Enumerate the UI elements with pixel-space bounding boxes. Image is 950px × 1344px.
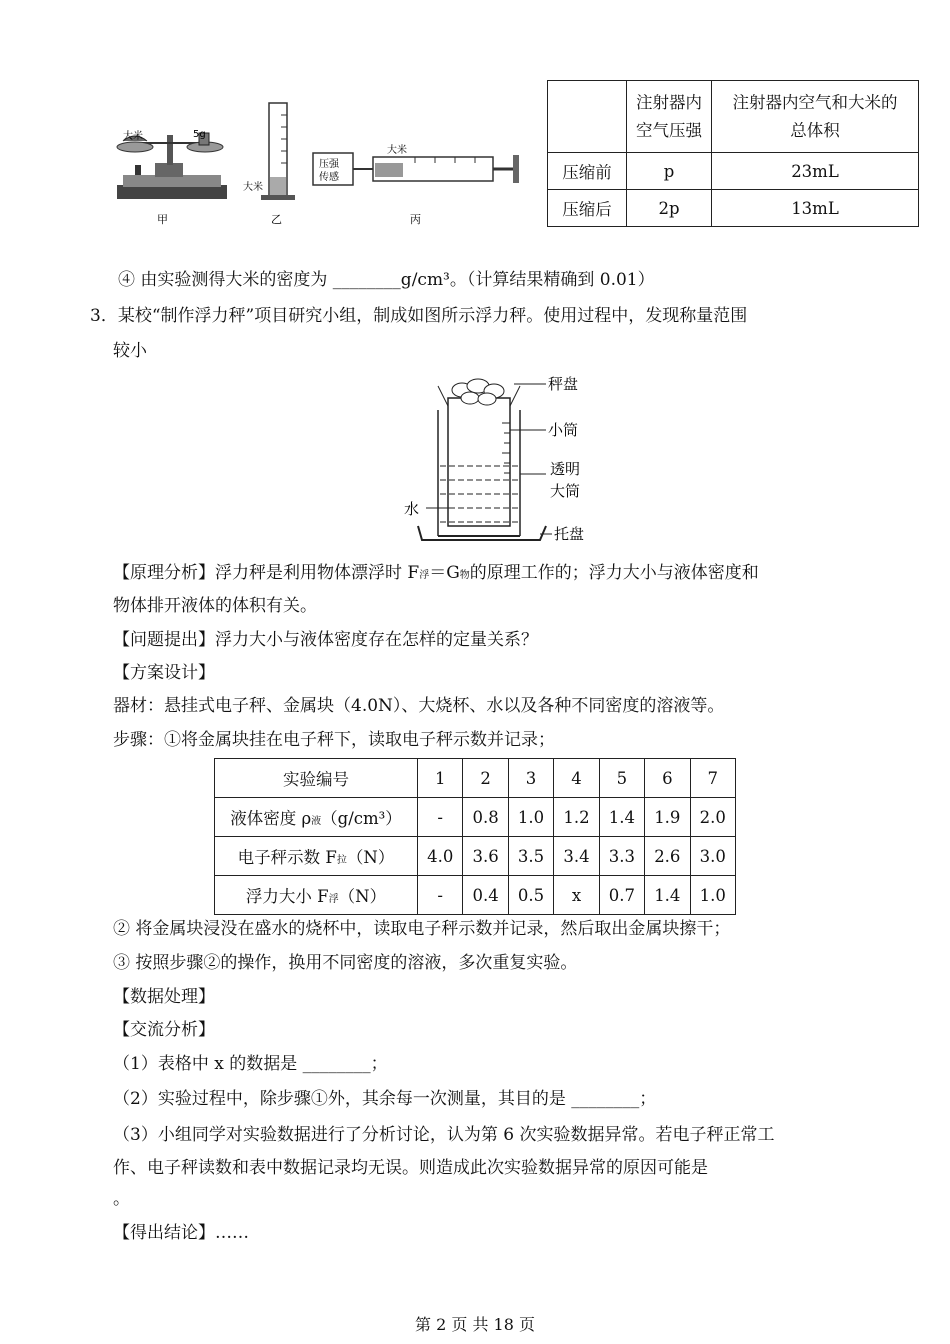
ask3-line3: 。 — [113, 1189, 130, 1209]
question-raised: 【问题提出】浮力大小与液体密度存在怎样的定量关系？ — [113, 630, 538, 650]
pressure-sensor-syringe-illustration — [313, 153, 519, 185]
question-3-line2: 较小 — [113, 341, 147, 361]
table2-header: 3 — [508, 759, 553, 798]
water-hatching — [440, 466, 518, 522]
table2-cell: 3.5 — [508, 837, 553, 876]
table2-header: 2 — [463, 759, 508, 798]
ask2-line: （2）实验过程中，除步骤①外，其余每一次测量，其目的是 ________； — [113, 1089, 657, 1109]
principle-line2: 物体排开液体的体积有关。 — [113, 596, 317, 616]
tray — [418, 526, 546, 540]
label-tray: 托盘 — [554, 525, 585, 543]
table2-cell: 3.4 — [554, 837, 599, 876]
table2-cell: - — [418, 876, 463, 915]
table2-cell: 1.0 — [690, 876, 735, 915]
page-footer: 第 2 页 共 18 页 — [415, 1315, 535, 1334]
table2-header: 实验编号 — [215, 759, 418, 798]
label-sensor-line2: 传感 — [319, 172, 339, 183]
question-3-line1: 3．某校“制作浮力秤”项目研究小组，制成如图所示浮力秤。使用过程中，发现称量范围 — [90, 306, 748, 326]
table2-cell: 1.9 — [645, 798, 690, 837]
step3-line: ③ 按照步骤②的操作，换用不同密度的溶液，多次重复实验。 — [113, 953, 578, 973]
table1-cell: 压缩前 — [548, 153, 627, 190]
table2-cell: 0.7 — [599, 876, 644, 915]
principle-sub-float: 浮 — [419, 570, 430, 581]
buoyancy-data-table — [214, 758, 736, 915]
table2-cell: - — [418, 798, 463, 837]
step2-line: ② 将金属块浸没在盛水的烧杯中，读取电子秤示数并记录，然后取出金属块擦干； — [113, 919, 731, 939]
label-rice-syringe: 大米 — [387, 145, 407, 156]
label-sensor-line1: 压强 — [319, 159, 339, 170]
label-big-tube-1: 透明 — [550, 460, 581, 478]
table2-cell: 1.0 — [508, 798, 553, 837]
table2-cell: 4.0 — [418, 837, 463, 876]
table2-header: 6 — [645, 759, 690, 798]
label-pan: 秤盘 — [548, 375, 579, 393]
table2-cell: 0.8 — [463, 798, 508, 837]
table2-cell: 3.6 — [463, 837, 508, 876]
table2-cell: 1.2 — [554, 798, 599, 837]
label-big-tube-2: 大筒 — [550, 482, 581, 500]
label-rice-balance: 大米 — [123, 131, 143, 142]
table2-header: 7 — [690, 759, 735, 798]
balance-illustration — [117, 133, 227, 199]
table1-header-empty — [548, 81, 627, 153]
conclusion-heading: 【得出结论】…… — [113, 1223, 249, 1243]
table2-cell: 3.0 — [690, 837, 735, 876]
question-4-line: ④ 由实验测得大米的密度为 ________g/cm³。（计算结果精确到 0.01） — [118, 270, 655, 290]
label-water: 水 — [404, 500, 420, 518]
caption-yi: 乙 — [271, 213, 282, 226]
table2-row-label: 液体密度 ρ液（g/cm³） — [215, 798, 418, 837]
exchange-heading: 【交流分析】 — [113, 1020, 215, 1040]
table1-cell: 2p — [627, 190, 712, 227]
caption-jia: 甲 — [157, 213, 168, 226]
ask3-line2: 作、电子秤读数和表中数据记录均无误。则造成此次实验数据异常的原因可能是 — [113, 1158, 708, 1178]
ask1-line: （1）表格中 x 的数据是 ________； — [113, 1054, 388, 1074]
principle-line1 — [113, 561, 759, 588]
table2-cell: 2.0 — [690, 798, 735, 837]
caption-bing: 丙 — [410, 213, 421, 226]
table2-header: 1 — [418, 759, 463, 798]
table1-cell: 13mL — [712, 190, 919, 227]
graduated-cylinder-illustration — [261, 103, 295, 200]
table2-cell: x — [554, 876, 599, 915]
buoyancy-scale-figure — [390, 368, 610, 548]
design-heading: 【方案设计】 — [113, 663, 215, 683]
table2-cell: 2.6 — [645, 837, 690, 876]
table1-cell: p — [627, 153, 712, 190]
table2-cell: 0.5 — [508, 876, 553, 915]
principle-text-c: 的原理工作的；浮力大小与液体密度和 — [469, 563, 759, 583]
materials-line: 器材：悬挂式电子秤、金属块（4.0N）、大烧杯、水以及各种不同密度的溶液等。 — [113, 696, 725, 716]
syringe-volume-table — [547, 80, 919, 227]
principle-sub-object: 物 — [459, 570, 470, 581]
table2-header: 5 — [599, 759, 644, 798]
data-processing-heading: 【数据处理】 — [113, 987, 215, 1007]
table1-header-volume: 注射器内空气和大米的 总体积 — [712, 81, 919, 153]
principle-text-b: ＝G — [429, 563, 460, 583]
table1-header-pressure: 注射器内 空气压强 — [627, 81, 712, 153]
step1-line: 步骤：①将金属块挂在电子秤下，读取电子秤示数并记录； — [113, 730, 555, 750]
ask3-line1: （3）小组同学对实验数据进行了分析讨论，认为第 6 次实验数据异常。若电子秤正常工 — [113, 1125, 775, 1145]
pan-with-stones — [438, 379, 520, 406]
table2-cell: 3.3 — [599, 837, 644, 876]
rice-density-apparatus-figure — [105, 95, 535, 235]
table2-cell: 0.4 — [463, 876, 508, 915]
table1-cell: 压缩后 — [548, 190, 627, 227]
table2-cell: 1.4 — [599, 798, 644, 837]
principle-text-a: 【原理分析】浮力秤是利用物体漂浮时 F — [113, 563, 420, 583]
small-tube — [448, 398, 510, 526]
label-small-tube: 小筒 — [548, 421, 579, 439]
label-rice-cylinder: 大米 — [243, 182, 263, 193]
table2-header: 4 — [554, 759, 599, 798]
table2-row-label: 浮力大小 F浮（N） — [215, 876, 418, 915]
table1-cell: 23mL — [712, 153, 919, 190]
table2-row-label: 电子秤示数 F拉（N） — [215, 837, 418, 876]
label-weight-5g: 5g — [193, 129, 206, 140]
table2-cell: 1.4 — [645, 876, 690, 915]
